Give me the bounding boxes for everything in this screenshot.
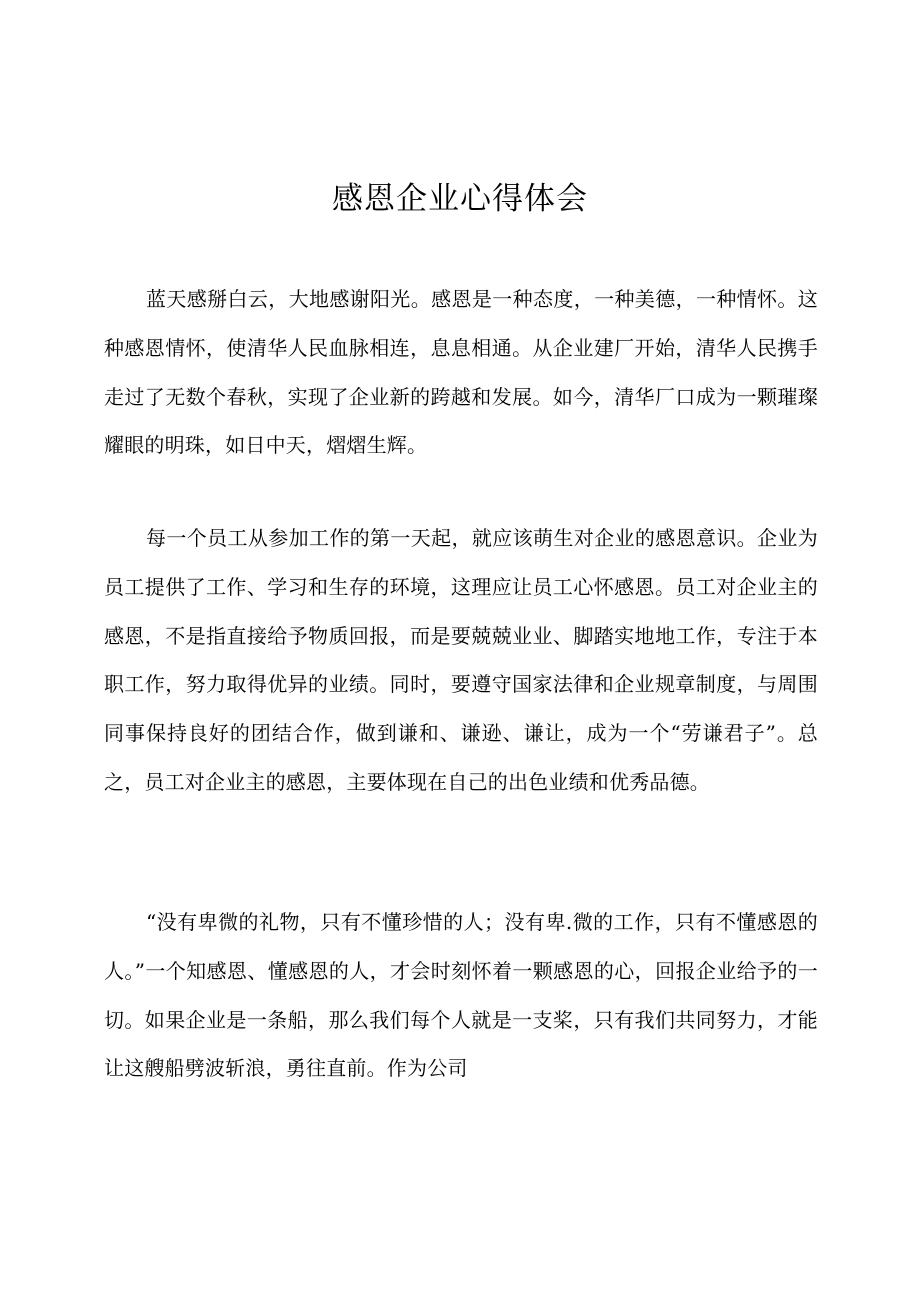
document-title: 感恩企业心得体会 [332,181,588,217]
paragraph-3: “没有卑微的礼物，只有不懂珍惜的人；没有卑.微的工作，只有不懂感恩的人。”一个知感恩、懂感恩的人，才会时刻怀着一颗感恩的心，回报企业给予的一切。如果企业是一条船，那么我们每个人就是一支桨，只有我们共同努力，才能让这艘船劈波斩浪，勇往直前。作为公司 [104,910,818,1081]
paragraph-1: 蓝天感掰白云，大地感谢阳光。感恩是一种态度，一种美德，一种情怀。这种感恩情怀，使清华人民血脉相连，息息相通。从企业建厂开始，清华人民携手走过了无数个春秋，实现了企业新的跨越和发展。如今，清华厂口成为一颗璀璨耀眼的明珠，如日中天，熠熠生辉。 [104,287,818,458]
paragraph-2: 每一个员工从参加工作的第一天起，就应该萌生对企业的感恩意识。企业为员工提供了工作、学习和生存的环境，这理应让员工心怀感恩。员工对企业主的感恩，不是指直接给予物质回报，而是要兢兢业业、脚踏实地地工作，专注于本职工作，努力取得优异的业绩。同时，要遵守国家法律和企业规章制度，与周围同事保持良好的团结合作，做到谦和、谦逊、谦让，成为一个“劳谦君子”。总之，员工对企业主的感恩，主要体现在自己的出色业绩和优秀品德。 [104,526,818,794]
